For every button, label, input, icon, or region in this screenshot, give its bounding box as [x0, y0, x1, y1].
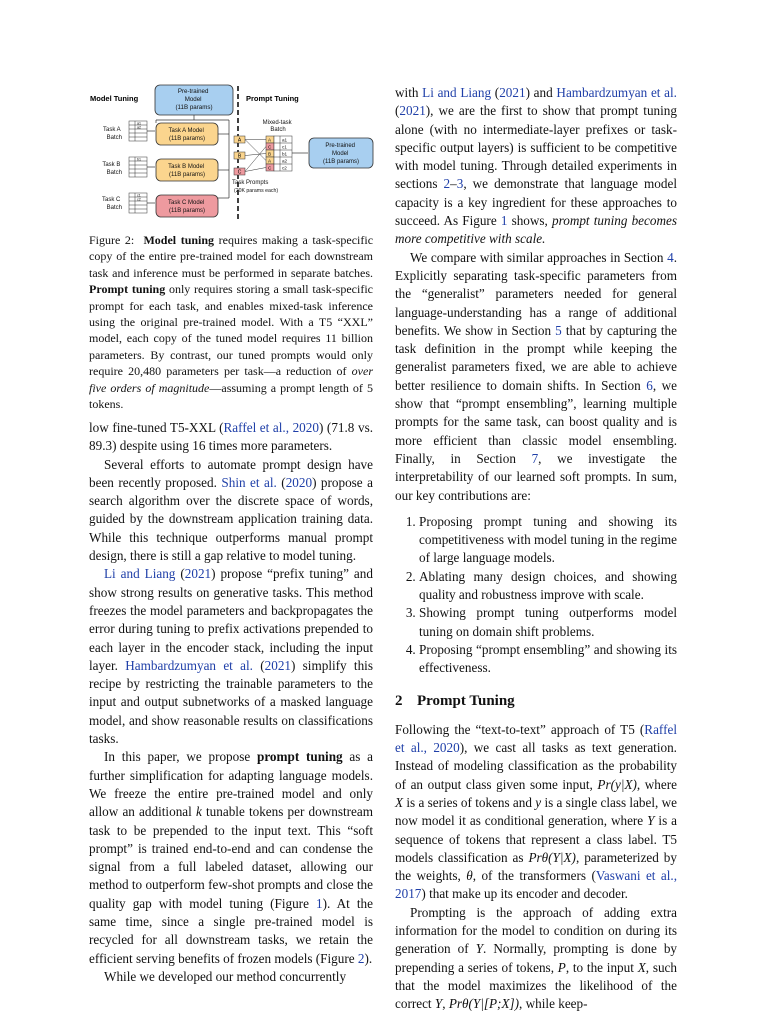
contribution-item: 1. Proposing prompt tuning and showing its competitiveness with model tuning in the regime of large language models. — [419, 513, 677, 568]
contributions-list — [395, 513, 677, 678]
citation-hambardzumyan-year[interactable]: 2021 — [264, 657, 291, 673]
left-paragraph-3: Li and Liang (2021) propose “prefix tuning” and show strong results on generative tasks. This method freezes the model parameters and backpropagates the error during tuning to prefix activations prepended to each layer in the encoder stack, including the input layer. Hambardzumyan et al. (2021) simplify this recipe by restricting the trainable parameters to the input and output subnetworks of a masked language model, and show reasonable results on classifications tasks. — [89, 566, 373, 747]
right-paragraph-2: We compare with similar approaches in Section 4. Explicitly separating task-specific parameters from the “generalist” parameters needed for general language-understanding has a range of additional benefits. We show in Section 5 that by capturing the task definition in the prompt while keeping the generalist parameters fixed, we are able to achieve better resilience to domain shifts. In Section 6, we show that “prompt ensembling”, learning multiple prompts for the same task, can boost quality and is more efficient than classic model ensembling. Finally, in Section 7, we investigate the interpretability of our learned soft prompts. In sum, our key contributions are: — [395, 249, 677, 503]
task-prompts-params: (20K params each) — [234, 188, 279, 194]
batch-b-cell-1: b1 — [137, 157, 141, 162]
mixed-row1-letter: A — [268, 137, 271, 143]
task-c-model-line2: (11B params) — [169, 208, 205, 214]
figure-2-diagram — [88, 84, 384, 224]
task-a-model-line2: (11B params) — [169, 136, 205, 142]
right-paragraph-3: Following the “text-to-text” approach of T5 (Raffel et al., 2020), we cast all tasks as text generation. Instead of modeling classification as the probability of an output class given some input, Pr(y|X), where X is a series of tokens and y is a single class label, we now model it as conditional generation, where Y is a sequence of tokens that represent a class label. T5 models classification as Prθ(Y|X), parameterized by the weights, θ, of the transformers (Vaswani et al., 2017) that make up its encoder and decoder. — [395, 721, 678, 902]
prompt-c-letter: C — [237, 169, 242, 176]
mixed-batch-line1: Mixed-task — [262, 120, 292, 126]
caption-bold-prompt-tuning: Prompt tuning — [89, 282, 166, 297]
citation-raffel-r[interactable]: Raffel et al., 2020 — [395, 721, 677, 756]
contribution-item: 4. Proposing “prompt ensembling” and showing its effectiveness. — [419, 641, 677, 678]
task-a-batch-label-1: Task A — [102, 127, 121, 133]
task-c-batch-label-1: Task C — [101, 197, 121, 203]
batch-a-cell-2: a2 — [137, 125, 141, 130]
caption-label: Figure 2: — [89, 233, 135, 247]
prompt-a-letter: A — [237, 137, 242, 144]
mixed-row3-value: b1 — [282, 151, 288, 157]
mixed-row3-letter: B — [268, 151, 272, 157]
citation-hambardzumyan-r[interactable]: Hambardzumyan et al. — [556, 85, 677, 100]
right-column — [395, 84, 677, 1014]
caption-bold-model-tuning: Model tuning — [143, 233, 215, 247]
svg-text:Task Prompts (20K params e — [232, 180, 278, 194]
mixed-row2-value: c1 — [282, 144, 287, 150]
caption-text-1: requires making a task-specific copy of the entire pre-trained model for each downstream task and inference must be performed in separate batches. — [89, 233, 374, 280]
task-b-model-line1: Task B Model — [168, 164, 205, 170]
batch-a-cell-1: a1 — [137, 121, 141, 126]
svg-text:Task A Batch — [103, 127, 122, 141]
caption-number-2: 5 — [366, 380, 373, 395]
citation-li-liang-year-r[interactable]: 2021 — [499, 85, 526, 100]
contribution-item: 3. Showing prompt tuning outperforms model tuning on domain shift problems. — [419, 604, 677, 641]
caption-text-4: —assuming a prompt length of — [209, 380, 367, 395]
left-paragraph-4: In this paper, we propose prompt tuning as a further simplification for adapting language models. We freeze the entire pre-trained model and only allow an additional k tunable tokens per downstream task to be prepended to the input text. This “soft prompt” is trained end-to-end and can condense the signal from a full labeled dataset, allowing our method to outperform few-shot prompts and close the quality gap with model tuning (Figure 1). At the same time, since a single pre-trained model is recycled for all downstream tasks, we retain the efficient serving benefits of frozen models (Figure 2). — [89, 749, 374, 966]
mixed-row4-value: a2 — [282, 158, 288, 164]
model-tuning-label: Model Tuning — [90, 94, 139, 103]
pretrained-right-line3: (11B params) — [323, 159, 359, 165]
prompt-b-letter: B — [237, 153, 242, 160]
mixed-row5-letter: C — [268, 165, 272, 171]
right-paragraph-1: with Li and Liang (2021) and Hambardzumyan et al. (2021), we are the first to show that prompt tuning alone (with no intermediate-layer prefixes or task-specific output layers) is sufficient to be competitive with model tuning. Through detailed experiments in sections 2–3, we demonstrate that language model capacity is a key ingredient for these approaches to succeed. As Figure 1 shows, prompt tuning becomes more competitive with scale. — [395, 85, 677, 247]
left-paragraph-5: While we developed our method concurrently — [104, 968, 347, 984]
citation-shin-year[interactable]: 2020 — [285, 474, 313, 490]
section-title: Prompt Tuning — [417, 692, 515, 709]
pretrained-right-line1: Pre-trained — [325, 143, 356, 149]
task-b-batch-label-1: Task B — [102, 162, 121, 168]
caption-italic: over five orders of magnitude — [89, 364, 373, 395]
right-paragraph-4: Prompting is the approach of adding extra information for the model to condition on during its generation of Y. Normally, prompting is done by prepending a series of tokens, P, to the input X, such that the model maximizes the likelihood of the correct Y, Prθ(Y|[P;X]), while keep- — [395, 904, 678, 1012]
batch-c-cell-2: c2 — [137, 197, 141, 202]
task-c-batch-label-2: Batch — [106, 205, 122, 211]
left-paragraph-1: low fine-tuned T5-XXL (Raffel et al., 2020) (71.8 vs. 89.3) despite using 16 times more parameters. — [89, 420, 374, 454]
batch-c-cell-1: c1 — [137, 193, 141, 198]
task-b-batch-label-2: Batch — [106, 170, 122, 176]
caption-text-5: tokens. — [89, 397, 124, 412]
pretrained-line3: (11B params) — [175, 104, 213, 111]
svg-text:Mixed-task Batch — [263, 120, 294, 133]
section-heading — [395, 692, 677, 710]
task-a-batch-label-2: Batch — [106, 135, 122, 141]
task-b-model-line2: (11B params) — [169, 172, 205, 178]
citation-shin[interactable]: Shin et al. — [221, 474, 277, 490]
caption-text-3: parameters per task—a reduction of — [161, 364, 352, 379]
ref-figure-2[interactable]: 2 — [357, 950, 365, 966]
prompt-connectors — [245, 140, 266, 172]
task-c-model-line1: Task C Model — [167, 200, 205, 206]
italic-scale-claim: prompt tuning becomes more competitive with scale. — [395, 213, 677, 247]
ref-section-7[interactable]: 7 — [531, 450, 539, 466]
caption-text-2: only requires storing a small task-specific prompt for each task, and enables mixed-task inference using the original pre-trained model. With a T5 “XXL” model, each copy of the tuned model requires 11 billion parameters. By contrast, our tuned prompts would only require — [89, 282, 373, 379]
pretrained-right-line2: Model — [331, 151, 349, 157]
mixed-row2-letter: C — [268, 144, 272, 150]
ref-section-2[interactable]: 2 — [443, 176, 451, 192]
ref-figure-1[interactable]: 1 — [316, 895, 323, 911]
ref-figure-1-r[interactable]: 1 — [500, 213, 508, 229]
left-paragraph-2: Several efforts to automate prompt design have been recently proposed. Shin et al. (2020) propose a search algorithm over the discrete space of words, guided by the downstream application training data. While this technique outperforms manual prompt design, there is still a gap relative to model tuning. — [89, 456, 373, 564]
mixed-row4-letter: A — [268, 158, 271, 164]
bold-prompt-tuning: prompt tuning — [256, 749, 343, 765]
left-column — [89, 419, 373, 986]
task-prompts-label: Task Prompts — [232, 180, 269, 186]
ref-section-3[interactable]: 3 — [456, 176, 464, 192]
mixed-row5-value: c2 — [282, 165, 287, 171]
task-a-model-line1: Task A Model — [168, 128, 204, 134]
citation-li-liang-r[interactable]: Li and Liang — [422, 85, 492, 100]
pretrained-line2: Model — [184, 96, 202, 103]
ref-section-4[interactable]: 4 — [667, 249, 674, 265]
svg-text:Task B Batch — [102, 162, 122, 176]
mixed-batch-line2: Batch — [270, 127, 286, 133]
citation-hambardzumyan-year-r[interactable]: 2021 — [399, 103, 426, 119]
prompt-tuning-label: Prompt Tuning — [246, 94, 299, 103]
svg-text:Task C Batch — [102, 197, 122, 211]
pretrained-line1: Pre-trained — [177, 88, 209, 95]
contribution-item: 2. Ablating many design choices, and showing quality and robustness improve with scale. — [419, 568, 677, 605]
citation-raffel[interactable]: Raffel et al., 2020 — [223, 420, 319, 435]
ref-section-5[interactable]: 5 — [555, 322, 562, 338]
ref-section-6[interactable]: 6 — [646, 377, 653, 393]
mixed-row1-value: a1 — [282, 137, 288, 143]
svg-text:b1 — [137, 157, 141, 161]
citation-vaswani[interactable]: Vaswani et al., 2017 — [395, 868, 677, 902]
caption-number: 20,480 — [128, 364, 162, 379]
section-number: 2 — [395, 692, 403, 709]
citation-hambardzumyan[interactable]: Hambardzumyan et al. — [125, 657, 253, 673]
figure-2-caption — [89, 232, 373, 412]
citation-li-liang[interactable]: Li and Liang — [104, 566, 176, 582]
citation-li-liang-year[interactable]: 2021 — [184, 566, 212, 582]
